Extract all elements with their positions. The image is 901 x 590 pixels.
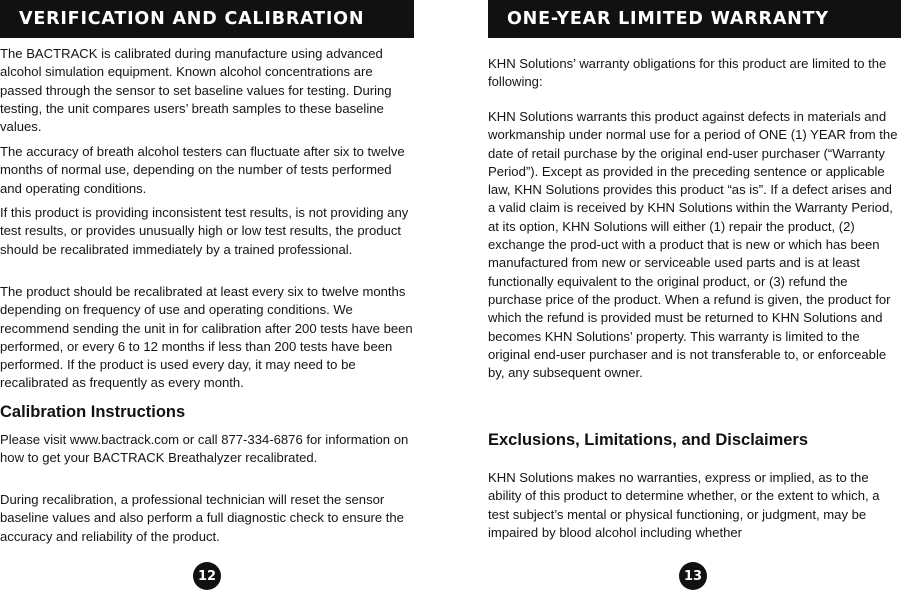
page-number-13: 13 — [679, 562, 707, 590]
paragraph-recalibration-frequency: The product should be recalibrated at least every six to twelve months depending on frequency of use and operating conditions. We recommend sending the unit in for calibration after 200 tests have been performed, or every 6 to 12 months if less than 200 tests have been performed. If the product is used every day, it may need to be recalibrated as frequently as every month. — [0, 284, 413, 391]
paragraph-recalibration-process: During recalibration, a professional technician will reset the sensor baseline values and also perform a full diagnostic check to ensure the accuracy and reliability of the product. — [0, 492, 404, 544]
section-banner-warranty: ONE-YEAR LIMITED WARRANTY — [488, 0, 901, 38]
section-banner-verification: VERIFICATION AND CALIBRATION — [0, 0, 414, 38]
right-page — [488, 0, 901, 540]
paragraph-warranty-intro: KHN Solutions’ warranty obligations for this product are limited to the following: — [488, 56, 887, 90]
page-number-12: 12 — [193, 562, 221, 590]
paragraph-inconsistent-results: If this product is providing inconsistent test results, is not providing any test results, or provides unusually high or low test results, the product should be recalibrated immediately by a trained professional. — [0, 205, 409, 257]
paragraph-exclusions: KHN Solutions makes no warranties, express or implied, as to the ability of this product to determine whether, or the extent to which, a test subject’s mental or physical functioning, or judgment, may be impaired by blood alcohol including whether — [488, 470, 880, 540]
left-page — [0, 0, 414, 544]
heading-exclusions: Exclusions, Limitations, and Disclaimers — [488, 431, 809, 449]
paragraph-contact-info: Please visit www.bactrack.com or call 877-334-6876 for information on how to get your BACTRACK Breathalyzer recalibrated. — [0, 432, 409, 466]
paragraph-accuracy: The accuracy of breath alcohol testers can fluctuate after six to twelve months of normal use, depending on the number of tests performed and operating conditions. — [0, 144, 405, 196]
heading-calibration-instructions: Calibration Instructions — [0, 403, 186, 421]
paragraph-warranty-terms: KHN Solutions warrants this product against defects in materials and workmanship under normal use for a period of ONE (1) YEAR from the date of retail purchase by the original end-user purchaser (“Warranty Period”). Except as provided in the preceding sentence or applicable law, KHN Solutions provides this product “as is”. If a defect arises and a valid claim is received by KHN Solutions within the Warranty Period, at its option, KHN Solutions will either (1) repair the product, (2) exchange the prod-uct with a product that is new or which has been manufactured from new or serviceable used parts and is at least functionally equivalent to the original product, or (3) refund the purchase price of the product. When a refund is given, the product for which the refund is provided must be returned to KHN Solutions and becomes KHN Solutions’ property. This warranty is limited to the original end-user purchaser and is not transferable to, or enforceable by, any subsequent owner. — [488, 109, 898, 381]
paragraph-calibration-intro: The BACTRACK is calibrated during manufacture using advanced alcohol simulation equipment. Known alcohol concentrations are passed through the sensor to set baseline values for testing. During testing, the unit compares users’ breath samples to these baseline values. — [0, 46, 392, 135]
